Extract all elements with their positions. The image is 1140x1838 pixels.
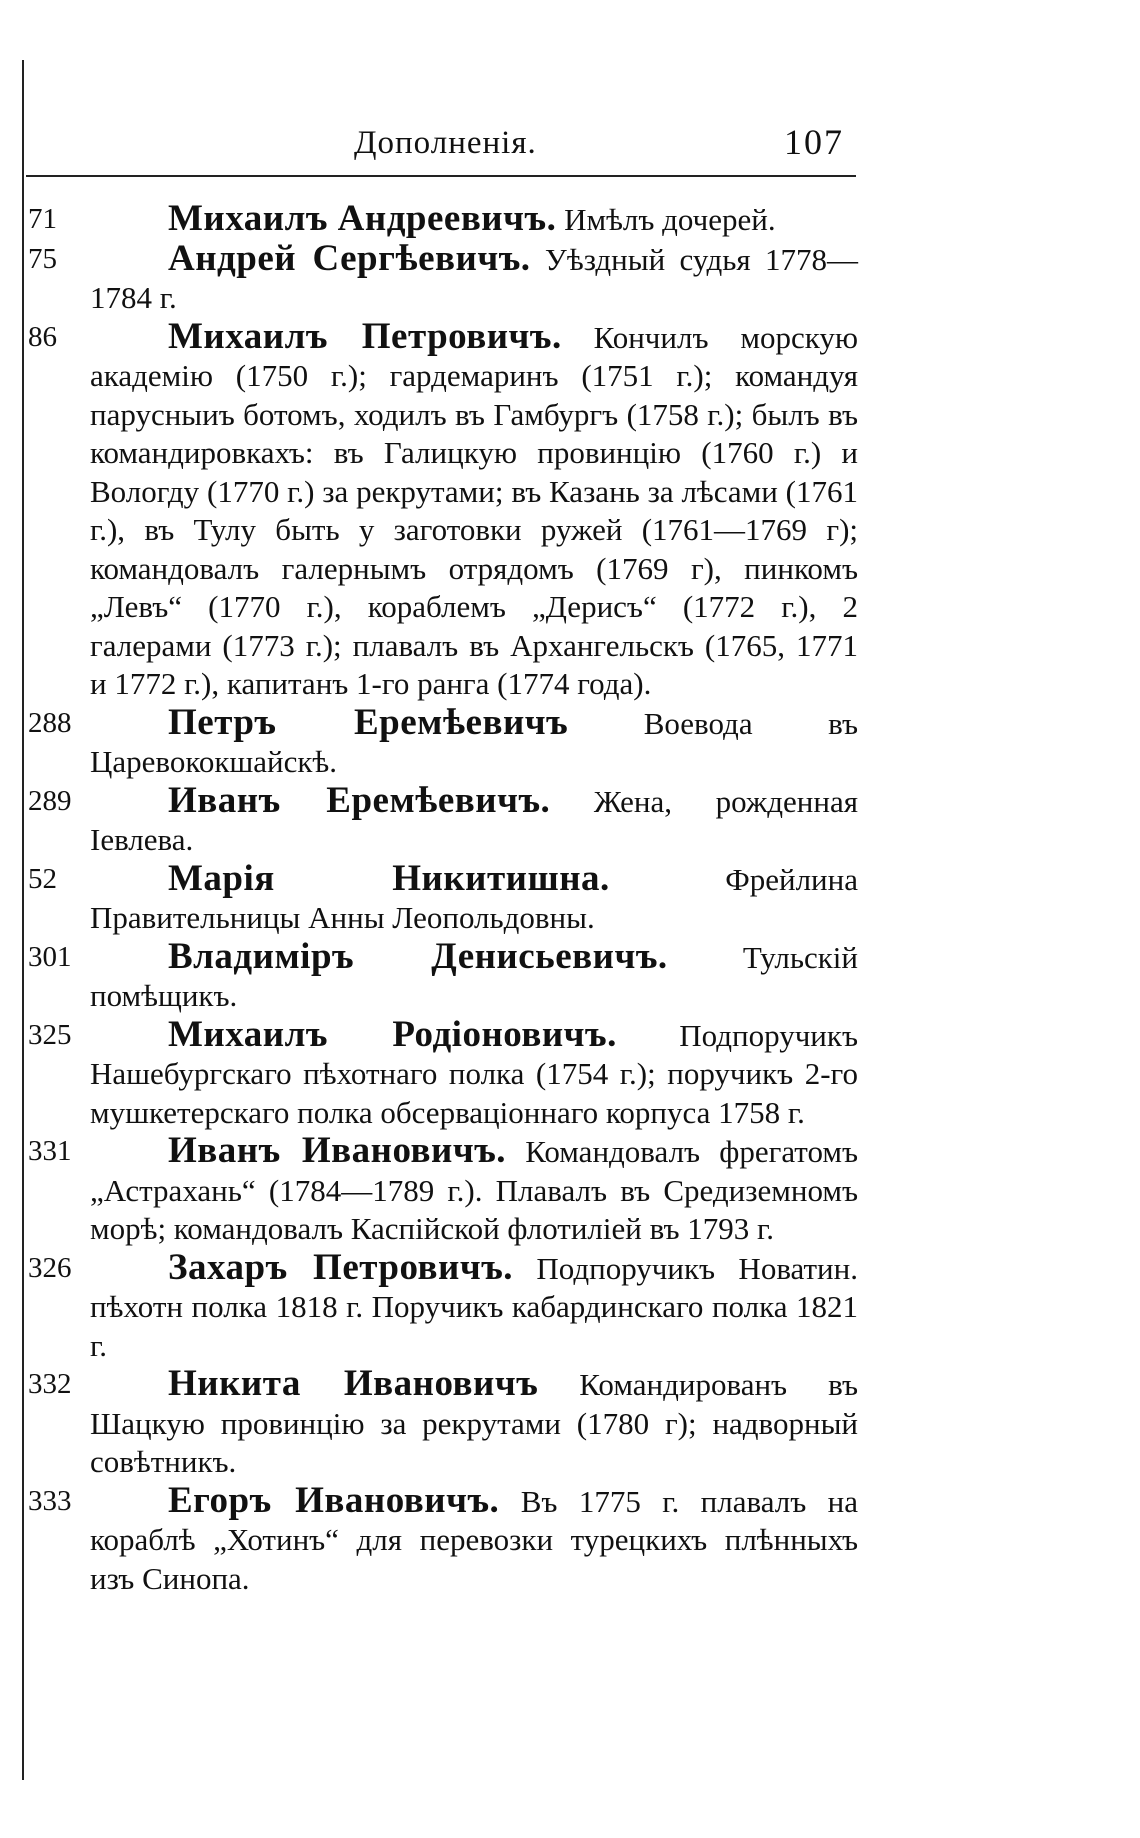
entries-list (28, 198, 859, 1598)
entry-name: Михаилъ Петровичъ. (168, 315, 562, 357)
entry-name: Захаръ Петровичъ. (168, 1246, 514, 1288)
entry-text: Командированъ въ Шацкую провинцію за рекрутами (1780 г); надворный совѣтникъ. (90, 1367, 858, 1479)
entry (28, 237, 858, 318)
entry-name: Михаилъ Родіоновичъ. (168, 1013, 617, 1055)
left-margin-rule (22, 60, 24, 1780)
entry (28, 779, 859, 860)
entry (28, 1363, 858, 1482)
page-header (26, 122, 856, 177)
entry (28, 1130, 858, 1249)
entry-number: 333 (28, 1484, 72, 1517)
entry (28, 701, 858, 782)
entry-number: 288 (28, 706, 72, 739)
entry-name: Никита Ивановичъ (168, 1363, 539, 1404)
entry-text: Уѣздный судья 1778—1784 г. (90, 241, 858, 315)
entry-number: 332 (28, 1368, 72, 1400)
entry (28, 198, 858, 240)
entry-name: Михаилъ Андреевичъ. (168, 198, 557, 239)
entry-name: Владиміръ Денисьевичъ. (168, 935, 668, 977)
entry-number: 325 (28, 1018, 72, 1051)
entry-name: Петръ Еремѣевичъ (168, 701, 569, 743)
entry (28, 315, 859, 704)
entry-number: 75 (28, 242, 57, 275)
entry-number: 289 (28, 784, 72, 817)
entry-number: 86 (28, 320, 57, 353)
entry-number: 301 (28, 940, 72, 973)
entry-text: Въ 1775 г. плавалъ на кораблѣ „Хотинъ“ для перевозки турецкихъ плѣнныхъ изъ Синопа. (90, 1483, 858, 1596)
entry-number: 331 (28, 1135, 72, 1167)
page-number: 107 (784, 122, 844, 162)
entry-name: Иванъ Ивановичъ. (168, 1130, 507, 1171)
entry-name: Андрей Сергѣевичъ. (168, 237, 531, 279)
running-title: Дополненія. (354, 125, 537, 161)
entry-text: Имѣлъ дочерей. (556, 202, 776, 237)
entry-number: 71 (28, 203, 57, 235)
entry-name: Марія Никитишна. (168, 857, 610, 899)
entry (28, 1246, 858, 1366)
entry-text: Подпоручикъ Новатин. пѣхотн полка 1818 г. Поручикъ кабардинскаго полка 1821 г. (90, 1250, 858, 1363)
entry (28, 857, 858, 938)
entry-text: Жена, рожденная Іевлева. (90, 783, 859, 857)
entry (28, 935, 858, 1016)
entry-name: Иванъ Еремѣевичъ. (168, 779, 551, 821)
entry-name: Егоръ Ивановичъ. (168, 1479, 500, 1521)
entry-number: 52 (28, 862, 57, 895)
entry-number: 326 (28, 1251, 72, 1284)
entry-text: Подпоручикъ Нашебургскаго пѣхотнаго полка (1754 г.); поручикъ 2-го мушкетерскаго полка обсерваціоннаго корпуса 1758 г. (90, 1017, 858, 1130)
entry (28, 1013, 858, 1133)
entry-text: Воевода въ Царевококшайскѣ. (90, 705, 858, 779)
entry-text: Кончилъ морскую академію (1750 г.); гардемаринъ (1751 г.); командуя парусныиъ ботомъ, ходилъ въ Гамбургъ (1758 г.); былъ въ командировкахъ: въ Галицкую провинцію (1760 г.) и Вологду (1770 г.) за рекрутами; въ Казань за лѣсами (1761 г.), въ Тулу быть у заготовки ружей (1761—1769 г); командовалъ галернымъ отрядомъ (1769 г), пинкомъ „Левъ“ (1770 г.), кораблемъ „Дерисъ“ (1772 г.), 2 галерами (1773 г.); плавалъ въ Архангельскъ (1765, 1771 и 1772 г.), капитанъ 1-го ранга (1774 года). (90, 319, 859, 701)
entry (28, 1479, 858, 1599)
entry-text: Тульскій помѣщикъ. (90, 939, 858, 1013)
entry-text: Командовалъ фрегатомъ „Астрахань“ (1784—1789 г.). Плавалъ въ Средиземномъ морѣ; командовалъ Каспійской флотиліей въ 1793 г. (90, 1134, 858, 1246)
entry-text: Фрейлина Правительницы Анны Леопольдовны. (90, 861, 858, 935)
